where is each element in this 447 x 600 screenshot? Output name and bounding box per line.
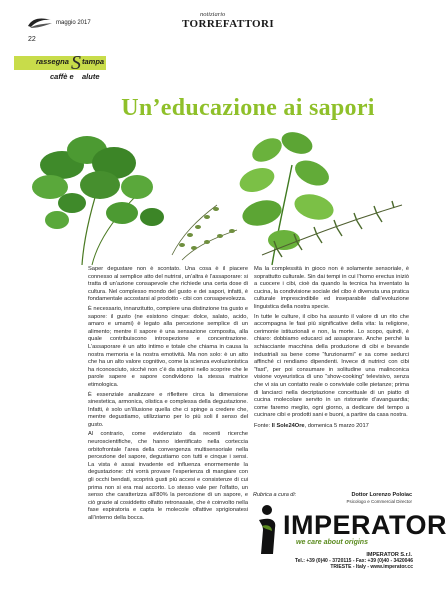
parsley-sprig-icon <box>32 136 164 265</box>
magazine-supertitle: notiziario <box>200 11 226 18</box>
company-contacts: Tel.: +39 (0)40 - 3720115 - Fax: +39 (0)40 - 3420046 <box>294 558 413 564</box>
brand-name: IMPERATOR <box>283 510 447 540</box>
source-name: Il Sole24Ore <box>271 422 305 429</box>
company-address: TRIESTE - Italy - www.imperator.cc <box>330 564 413 570</box>
herbs-illustration <box>22 125 402 265</box>
section-tag-stampa: tampa <box>82 57 105 66</box>
author-name: Dottor Lorenzo Poloiac <box>351 492 412 498</box>
source-date: , domenica 5 marzo 2017 <box>304 422 369 429</box>
magazine-mark-icon <box>27 16 53 31</box>
section-tag <box>14 52 106 86</box>
section-tag-line2: caffè e <box>50 72 74 81</box>
section-tag-line1: rassegna <box>36 57 69 66</box>
article-paragraph: È essenziale analizzare e riflettere circa la dimensione sinestetica, armonica, olistica e complessa della degustazione. Infatti, è solo un’illusione quella che ci spinge a credere che, mentre degustiamo, utilizziamo per lo più soli il senso del gusto. <box>88 391 248 428</box>
thyme-sprig-icon <box>172 205 237 260</box>
author-role: Psicologo e Commercial Director <box>346 499 412 504</box>
magazine-name: TORREFATTORI <box>182 18 275 30</box>
company-name: IMPERATOR S.r.l. <box>366 552 412 558</box>
section-tag-s-glyph: S <box>71 52 81 74</box>
article-paragraph: Al contrario, come evidenziato da recenti ricerche neuroscientifiche, che hanno identificato nella corteccia orbitofrontale l’area della convergenza multisensoriale nella percezione del sapore, degustiamo con tutti e cinque i sensi. La vista è assai invadente ed influenza enormemente la degustazione: chi vorrà provare l’esperienza di mangiare con gli occhi bendati, scoprirà gusti più accesi e consistenze di cui prima non si era mai accorto. Lo stesso vale per l’olfatto, un senso che caratterizza all’80% la percezione di un sapore, e ciò grazie al cosiddetto olfatto retronasale, che è coinvolto nella fase espiratoria e capta le molecole olfattive sprigionatesi all’interno della bocca. <box>88 431 248 521</box>
article-column-left <box>88 266 248 525</box>
brand-slogan: we care about origins <box>296 539 368 546</box>
issue-date: maggio 2017 <box>56 20 91 26</box>
source-label: Fonte: <box>254 422 271 429</box>
imperator-logo-icon <box>253 504 281 556</box>
section-tag-salute: alute <box>82 72 100 81</box>
article-column-right <box>254 266 409 430</box>
article-source <box>254 423 409 431</box>
article-paragraph: Ma la complessità in gioco non è solamente sensoriale, è soprattutto culturale. Sin dai tempi in cui l’homo erectus iniziò a cuocere i cibi, cioè da quando la tecnica ha inventato la cucina, la condivisione sociale del cibo è divenuta una pratica culturale imprescindibile ed inseparabile dall’evoluzione linguistica della nostra specie. <box>254 266 409 310</box>
basil-sprig-icon <box>236 128 336 265</box>
rubrica-label: Rubrica a cura di: <box>253 492 297 498</box>
article-paragraph: In tutte le culture, il cibo ha assunto il valore di un rito che accompagna le fasi più significative della vita: la religione, cerimonie istituzionali e non, la morte. Lo scopo, quindi, è chiaro: dobbiamo educarci ad assaporare. Anche perché la schiacciante macchina della produzione di cibi e bevande industriali sa bene come “funzionarmi” e sa come sedurci affinché ci rendiamo dipendenti. Invece di nutrirci con cibi “fast”, per poi consumare in solitudine una malinconica visione voyeuristica di uno “show-cooking” televisivo, senza che vi sia un contatto reale o conviviale colle pietanze; prima di lanciarci nella decriptazione concettuale di un piatto di cucina molecolare servito in un ristorante d’avanguardia; come faremo meglio, ogni giorno, a dedicare del tempo a cucinare cibi e prodotti sani e buoni, a partire da casa nostra. <box>254 313 409 419</box>
article-title: Un’educazione ai sapori <box>121 95 375 121</box>
article-paragraph: È necessario, innanzitutto, compiere una distinzione tra gusto e sapore: il gusto (ne esistono cinque: dolce, salato, acido, amaro e umami) è legato alla percezione semplice di un alimento; mentre il sapore è una sensazione composita, alla quale contribuiscono introspezione e concentrazione. L’assaporare è un atto intimo e totale che chiama in causa la nostra memoria e la nostra emotività. Ma non solo: è un atto che ha un alto valore cognitivo, come la scienza evoluzionistica ha riconosciuto, sicché non c’è da stupirsi nello scoprire che le parole sapere e sapore condividono la stessa matrice etimologica. <box>88 305 248 388</box>
article-paragraph: Saper degustare non è scontato. Una cosa è il piacere connesso al semplice atto del nutrirsi, un’altra è l’assaporare: si tratta di un’azione consapevole che richiede una certa dose di cultura. Nel complesso mondo del gusto e dei sapori, infatti, è fondamentale accostarsi al prodotto - cibi con consapevolezza. <box>88 266 248 303</box>
page-number: 22 <box>28 36 36 43</box>
